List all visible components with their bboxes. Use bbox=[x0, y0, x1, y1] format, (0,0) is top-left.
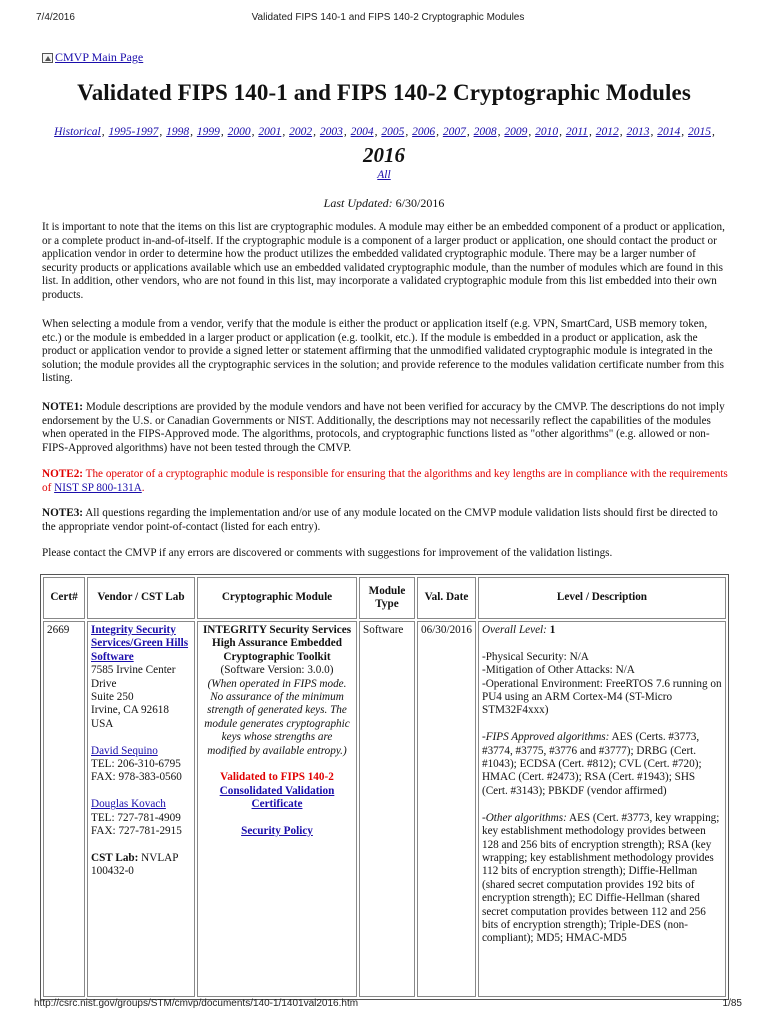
year-link[interactable]: 1995-1997 bbox=[108, 126, 159, 138]
table-header-row bbox=[43, 577, 726, 619]
year-link[interactable]: 2006 bbox=[412, 126, 436, 138]
last-updated-label: Last Updated: bbox=[323, 196, 393, 210]
year-link[interactable]: 2003 bbox=[319, 126, 343, 138]
cst-lab-label: CST Lab: bbox=[91, 851, 139, 864]
year-links-nav: Historical, 1995-1997, 1998, 1999, 2000, 2001, 2002, 2003, 2004, 2005, 2006, 2007, 2008, 2009, 2010, 2011, 2012, 2013, 2014, 2015, bbox=[54, 126, 715, 138]
contact1-tel: TEL: 206-310-6795 bbox=[91, 758, 181, 771]
header-level: Level / Description bbox=[478, 577, 726, 619]
year-link[interactable]: 2012 bbox=[595, 126, 619, 138]
overall-level-value: 1 bbox=[549, 624, 556, 636]
year-link-historical[interactable]: Historical bbox=[54, 126, 101, 138]
note3-paragraph bbox=[42, 507, 728, 534]
module-version: (Software Version: 3.0.0) bbox=[220, 664, 334, 677]
level-line: -Operational Environment: FreeRTOS 7.6 running on PU4 using an ARM Cortex-M4 (ST-Micro STM32F4xxx) bbox=[481, 677, 722, 717]
consolidated-certificate-link[interactable]: Consolidated Validation Certificate bbox=[219, 784, 335, 811]
year-link[interactable]: 2011 bbox=[565, 126, 588, 138]
overall-level-label: Overall Level: bbox=[481, 624, 547, 636]
other-algorithms-label: -Other algorithms: bbox=[481, 811, 567, 824]
vendor-cell bbox=[87, 621, 195, 997]
contact-paragraph: Please contact the CMVP if any errors are discovered or comments with suggestions for improvement of the validation listings. bbox=[42, 547, 613, 559]
cert-number: 2669 bbox=[43, 621, 85, 997]
level-line: -Mitigation of Other Attacks: N/A bbox=[481, 664, 635, 677]
contact2-fax: FAX: 727-781-2915 bbox=[91, 825, 182, 838]
year-link[interactable]: 2000 bbox=[227, 126, 251, 138]
note2-paragraph bbox=[42, 468, 728, 495]
address-line: Suite 250 bbox=[91, 691, 134, 704]
last-updated bbox=[0, 196, 768, 211]
intro-paragraph: It is important to note that the items on this list are cryptographic modules. A module may either be an embedded component of a product or application, or a complete product in-and-of-itself. If the cryptographic module is a component of a larger product or application, one should contact the product or application vendor in order to determine how the product utilizes the embedded validated cryptographic module. There may be a larger number of security products or applications available which use an embedded validated cryptographic module, than the number of modules which are found in this list. In addition, other vendors, who are not found in this list, may incorporate a validated cryptographic module from this list embedded into their own products. bbox=[42, 221, 725, 301]
year-link[interactable]: 2015 bbox=[688, 126, 711, 138]
module-note: (When operated in FIPS mode. No assurance of the minimum strength of generated keys. The module generates cryptographic keys whose strengths are modified by available entropy.) bbox=[204, 677, 350, 757]
broken-image-icon bbox=[42, 53, 53, 63]
note1-text: Module descriptions are provided by the module vendors and have not been verified for accuracy by the CMVP. The descriptions do not imply endorsement by the U.S. or Canadian Governments or NIST. Additionally, the descriptions may not necessarily reflect the capabilities of the modules when operated in the FIPS-Approved mode. The algorithms, protocols, and cryptographic functions listed as "other algorithms" (e.g. allowed or non-FIPS-Approved algorithms) have not been tested through the CMVP. bbox=[42, 401, 725, 454]
year-link[interactable]: 2008 bbox=[473, 126, 497, 138]
page-number: 1/85 bbox=[722, 998, 742, 1009]
back-link-container bbox=[42, 50, 143, 65]
level-line: -Physical Security: N/A bbox=[481, 650, 589, 663]
year-link[interactable]: 2009 bbox=[504, 126, 528, 138]
selection-paragraph: When selecting a module from a vendor, verify that the module is either the product or application itself (e.g. VPN, SmartCard, USB memory token, etc.) or the module is embedded in a larger product or application (e.g. toolkit, etc.). If the module is embedded in a product or application, ask the product or application vendor to provide a signed letter or statement affirming that the unmodified validated cryptographic module is integrated in the solution; the module provides all the cryptographic services in the solution; and provide reference to the modules validation certificate number from this listing. bbox=[42, 318, 724, 385]
note1-paragraph bbox=[42, 401, 728, 455]
security-policy-link[interactable]: Security Policy bbox=[241, 825, 313, 838]
year-link[interactable]: 2014 bbox=[657, 126, 681, 138]
vendor-link[interactable]: Integrity Security Services/Green Hills Software bbox=[91, 624, 189, 663]
print-title: Validated FIPS 140-1 and FIPS 140-2 Cryptographic Modules bbox=[251, 12, 525, 23]
module-name: INTEGRITY Security Services High Assurance Embedded Cryptographic Toolkit bbox=[202, 624, 352, 663]
note3-label: NOTE3: bbox=[42, 507, 84, 519]
year-link[interactable]: 2005 bbox=[381, 126, 405, 138]
all-years-link[interactable]: All bbox=[377, 169, 391, 181]
address-line: Irvine, CA 92618 bbox=[91, 704, 169, 717]
year-link[interactable]: 2010 bbox=[535, 126, 559, 138]
nist-sp-link[interactable]: NIST SP 800-131A bbox=[54, 481, 142, 494]
print-footer bbox=[34, 998, 742, 1012]
address-line: 7585 Irvine Center Drive bbox=[91, 664, 176, 690]
note2-end: . bbox=[141, 481, 145, 494]
note1-label: NOTE1: bbox=[42, 401, 84, 413]
print-date: 7/4/2016 bbox=[36, 12, 75, 23]
note3-text: All questions regarding the implementation and/or use of any module located on the CMVP module validation lists should first be directed to the appropriate vendor point-of-contact (listed for each entry). bbox=[42, 507, 718, 533]
note2-label: NOTE2: bbox=[42, 468, 84, 480]
module-cell bbox=[197, 621, 357, 997]
contact2-link[interactable]: Douglas Kovach bbox=[91, 798, 166, 811]
cst-lab-value: NVLAP 100432-0 bbox=[91, 851, 179, 878]
note2-text: The operator of a cryptographic module is responsible for ensuring that the algorithms and key lengths are in compliance with the requirements of bbox=[42, 468, 728, 494]
validation-table bbox=[40, 574, 729, 1000]
year-link[interactable]: 2004 bbox=[350, 126, 374, 138]
approved-algorithms-text: AES (Certs. #3773, #3774, #3775, #3776 and #3777); DRBG (Cert. #1043); ECDSA (Cert. #812); CVL (Cert. #720); HMAC (Cert. #2473); RSA (Cert. #1943); SHS (Cert. #3143); PBKDF (vendor affirmed) bbox=[481, 731, 702, 797]
page-title: Validated FIPS 140-1 and FIPS 140-2 Cryptographic Modules bbox=[77, 80, 691, 105]
level-description-cell bbox=[478, 621, 726, 997]
print-header bbox=[36, 12, 740, 26]
validation-date: 06/30/2016 bbox=[417, 621, 476, 997]
module-type: Software bbox=[359, 621, 415, 997]
year-link[interactable]: 2013 bbox=[626, 126, 650, 138]
header-type: Module Type bbox=[359, 577, 415, 619]
other-algorithms-text: AES (Cert. #3773, key wrapping; key establishment methodology provides between 128 and 256 bits of encryption strength); RSA (key wrapping; key establishment methodology provides 112 bits of encryption strength); Diffie-Hellman (shared secret computation provides 192 bits of encryption strength); EC Diffie-Hellman (shared secret computation provides between 112 and 256 bits of encryption strength); Triple-DES (non-compliant); MD5; HMAC-MD5 bbox=[481, 811, 720, 945]
address-line: USA bbox=[91, 717, 114, 730]
year-link[interactable]: 1998 bbox=[166, 126, 190, 138]
validated-label: Validated to FIPS 140-2 bbox=[220, 771, 334, 784]
header-date: Val. Date bbox=[417, 577, 476, 619]
header-vendor: Vendor / CST Lab bbox=[87, 577, 195, 619]
print-url: http://csrc.nist.gov/groups/STM/cmvp/documents/140-1/1401val2016.htm bbox=[34, 998, 359, 1009]
header-cert: Cert# bbox=[43, 577, 85, 619]
year-link[interactable]: 1999 bbox=[196, 126, 220, 138]
last-updated-date: 6/30/2016 bbox=[395, 196, 445, 210]
year-link[interactable]: 2002 bbox=[289, 126, 313, 138]
header-module: Cryptographic Module bbox=[197, 577, 357, 619]
contact1-link[interactable]: David Sequino bbox=[91, 744, 158, 757]
cmvp-main-page-link[interactable]: CMVP Main Page bbox=[55, 50, 144, 64]
contact2-tel: TEL: 727-781-4909 bbox=[91, 811, 181, 824]
approved-algorithms-label: -FIPS Approved algorithms: bbox=[481, 731, 610, 744]
contact1-fax: FAX: 978-383-0560 bbox=[91, 771, 182, 784]
current-year-heading: 2016 bbox=[363, 143, 405, 167]
table-row bbox=[43, 621, 726, 997]
year-link[interactable]: 2001 bbox=[258, 126, 282, 138]
year-link[interactable]: 2007 bbox=[442, 126, 466, 138]
